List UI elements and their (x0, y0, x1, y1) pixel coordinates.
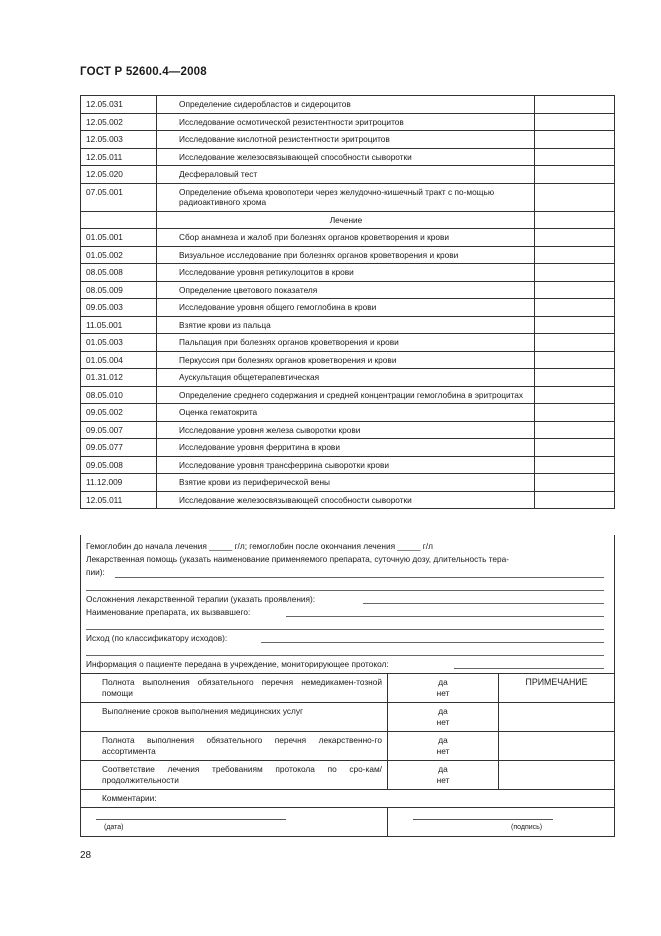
service-mark-cell (535, 113, 615, 131)
service-row (81, 166, 615, 184)
service-name: Оценка гематокрита (157, 404, 535, 422)
service-name: Аускультация общетерапевтическая (157, 369, 535, 387)
service-mark-cell (535, 264, 615, 282)
yes-no-options (388, 732, 499, 761)
service-mark-cell (535, 316, 615, 334)
yes-no-options (388, 674, 499, 703)
service-mark-cell (535, 281, 615, 299)
service-name: Исследование железосвязывающей способности сыворотки (157, 491, 535, 509)
yes-option: да (438, 677, 448, 687)
note-cell (499, 703, 615, 732)
quality-criterion (81, 761, 388, 790)
service-name: Исследование уровня ретикулоцитов в крови (157, 264, 535, 282)
service-code: 09.05.007 (81, 421, 157, 439)
service-code: 01.05.002 (81, 246, 157, 264)
service-mark-cell (535, 299, 615, 317)
service-row (81, 316, 615, 334)
service-row (81, 246, 615, 264)
service-name: Сбор анамнеза и жалоб при болезнях органов кроветворения и крови (157, 229, 535, 247)
service-mark-cell (535, 474, 615, 492)
service-mark-cell (535, 131, 615, 149)
section-mark-cell (535, 211, 615, 229)
fill-line (86, 655, 604, 656)
service-code: 01.05.003 (81, 334, 157, 352)
fill-line (286, 616, 604, 617)
service-row (81, 183, 615, 211)
date-caption: (дата) (104, 824, 124, 831)
yes-option: да (438, 764, 448, 774)
complications-label: Осложнения лекарственной терапии (указать проявления): (86, 594, 316, 604)
info-label: Информация о пациенте передана в учреждение, мониторирующее протокол: (86, 659, 389, 669)
quality-row (81, 674, 615, 703)
signature-cell (388, 808, 615, 837)
service-code: 12.05.002 (81, 113, 157, 131)
service-name: Исследование уровня ферритина в крови (157, 439, 535, 457)
comments-label: Комментарии: (102, 793, 157, 803)
service-name: Исследование уровня общего гемоглобина в крови (157, 299, 535, 317)
service-code: 07.05.001 (81, 183, 157, 211)
quality-criterion (81, 703, 388, 732)
fill-line (363, 603, 604, 604)
service-name: Определение сидеробластов и сидероцитов (157, 96, 535, 114)
quality-row (81, 703, 615, 732)
service-code: 01.31.012 (81, 369, 157, 387)
drug-help-line: Лекарственная помощь (указать наименование применяемого препарата, суточную дозу, длительность тера- (86, 554, 510, 564)
service-code: 09.05.003 (81, 299, 157, 317)
service-mark-cell (535, 351, 615, 369)
service-code: 12.05.003 (81, 131, 157, 149)
comments-cell (81, 790, 615, 808)
service-row (81, 404, 615, 422)
yes-option: да (438, 706, 448, 716)
drug-name-label: Наименование препарата, их вызвавшего: (86, 607, 251, 617)
drug-help-line-continued: пии): (86, 567, 105, 577)
service-name: Перкуссия при болезнях органов кроветворения и крови (157, 351, 535, 369)
quality-criterion-text: Соответствие лечения требованиям протокола по сро-кам/продолжительности (102, 764, 382, 785)
service-row (81, 369, 615, 387)
fill-line (86, 590, 604, 591)
service-name: Определение среднего содержания и средней концентрации гемоглобина в эритроцитах (157, 386, 535, 404)
service-name: Исследование железосвязывающей способности сыворотки (157, 148, 535, 166)
service-mark-cell (535, 183, 615, 211)
no-option: нет (436, 775, 450, 785)
service-mark-cell (535, 369, 615, 387)
service-name: Исследование кислотной резистентности эритроцитов (157, 131, 535, 149)
services-table (80, 95, 615, 509)
outcome-label: Исход (по классификатору исходов): (86, 633, 228, 643)
service-row (81, 351, 615, 369)
service-code: 12.05.020 (81, 166, 157, 184)
document-header: ГОСТ Р 52600.4—2008 (80, 66, 207, 78)
service-mark-cell (535, 456, 615, 474)
section-row (81, 211, 615, 229)
fill-line (261, 642, 604, 643)
quality-criterion (81, 674, 388, 703)
quality-criterion-text: Полнота выполнения обязательного перечня немедикамен-тозной помощи (102, 677, 382, 698)
section-title: Лечение (157, 211, 535, 229)
service-mark-cell (535, 404, 615, 422)
service-name: Исследование уровня трансферрина сыворотки крови (157, 456, 535, 474)
signature-caption: (подпись) (511, 824, 543, 831)
no-option: нет (436, 746, 450, 756)
service-name: Взятие крови из периферической вены (157, 474, 535, 492)
quality-criterion (81, 732, 388, 761)
signature-row (81, 808, 615, 837)
service-code: 12.05.011 (81, 148, 157, 166)
no-option: нет (436, 688, 450, 698)
service-name: Исследование осмотической резистентности эритроцитов (157, 113, 535, 131)
service-code: 09.05.077 (81, 439, 157, 457)
note-cell (499, 761, 615, 790)
service-row (81, 148, 615, 166)
date-line (96, 811, 286, 820)
service-name: Исследование уровня железа сыворотки крови (157, 421, 535, 439)
service-name: Пальпация при болезнях органов кроветворения и крови (157, 334, 535, 352)
service-mark-cell (535, 439, 615, 457)
service-row (81, 386, 615, 404)
yes-no-options (388, 761, 499, 790)
service-code: 01.05.004 (81, 351, 157, 369)
yes-no-options (388, 703, 499, 732)
note-header: ПРИМЕЧАНИЕ (499, 674, 615, 703)
service-code: 08.05.009 (81, 281, 157, 299)
service-row (81, 264, 615, 282)
fill-line (86, 629, 604, 630)
service-mark-cell (535, 148, 615, 166)
service-code: 09.05.002 (81, 404, 157, 422)
fill-line (115, 577, 604, 578)
quality-criterion-text: Выполнение сроков выполнения медицинских услуг (102, 706, 304, 716)
service-row (81, 474, 615, 492)
service-code: 01.05.001 (81, 229, 157, 247)
hemoglobin-line: Гемоглобин до начала лечения _____ г/л; гемоглобин после окончания лечения _____ г/л (86, 541, 433, 551)
signature-line (413, 811, 553, 820)
comments-row (81, 790, 615, 808)
service-code: 11.05.001 (81, 316, 157, 334)
quality-criterion-text: Полнота выполнения обязательного перечня лекарственно-го ассортимента (102, 735, 382, 756)
service-mark-cell (535, 246, 615, 264)
service-mark-cell (535, 386, 615, 404)
service-row (81, 456, 615, 474)
service-mark-cell (535, 229, 615, 247)
service-mark-cell (535, 491, 615, 509)
service-name: Определение цветового показателя (157, 281, 535, 299)
quality-row (81, 761, 615, 790)
service-mark-cell (535, 334, 615, 352)
service-row (81, 299, 615, 317)
service-code: 08.05.010 (81, 386, 157, 404)
service-code: 09.05.008 (81, 456, 157, 474)
service-code: 08.05.008 (81, 264, 157, 282)
service-name: Определение объема кровопотери через желудочно-кишечный тракт с по-мощью радиоактивного хрома (157, 183, 535, 211)
service-row (81, 421, 615, 439)
service-name: Десфераловый тест (157, 166, 535, 184)
service-name: Взятие крови из пальца (157, 316, 535, 334)
section-empty-cell (81, 211, 157, 229)
service-row (81, 281, 615, 299)
treatment-form-block (80, 535, 615, 674)
service-row (81, 113, 615, 131)
note-cell (499, 732, 615, 761)
service-mark-cell (535, 166, 615, 184)
page-number: 28 (80, 850, 92, 861)
date-cell (81, 808, 388, 837)
service-code: 12.05.011 (81, 491, 157, 509)
service-row (81, 491, 615, 509)
service-name: Визуальное исследование при болезнях органов кроветворения и крови (157, 246, 535, 264)
service-code: 12.05.031 (81, 96, 157, 114)
service-mark-cell (535, 96, 615, 114)
yes-option: да (438, 735, 448, 745)
service-mark-cell (535, 421, 615, 439)
service-row (81, 229, 615, 247)
service-row (81, 131, 615, 149)
service-code: 11.12.009 (81, 474, 157, 492)
quality-table (80, 673, 615, 837)
no-option: нет (436, 717, 450, 727)
service-row (81, 334, 615, 352)
service-row (81, 439, 615, 457)
fill-line (454, 668, 604, 669)
service-row (81, 96, 615, 114)
quality-row (81, 732, 615, 761)
